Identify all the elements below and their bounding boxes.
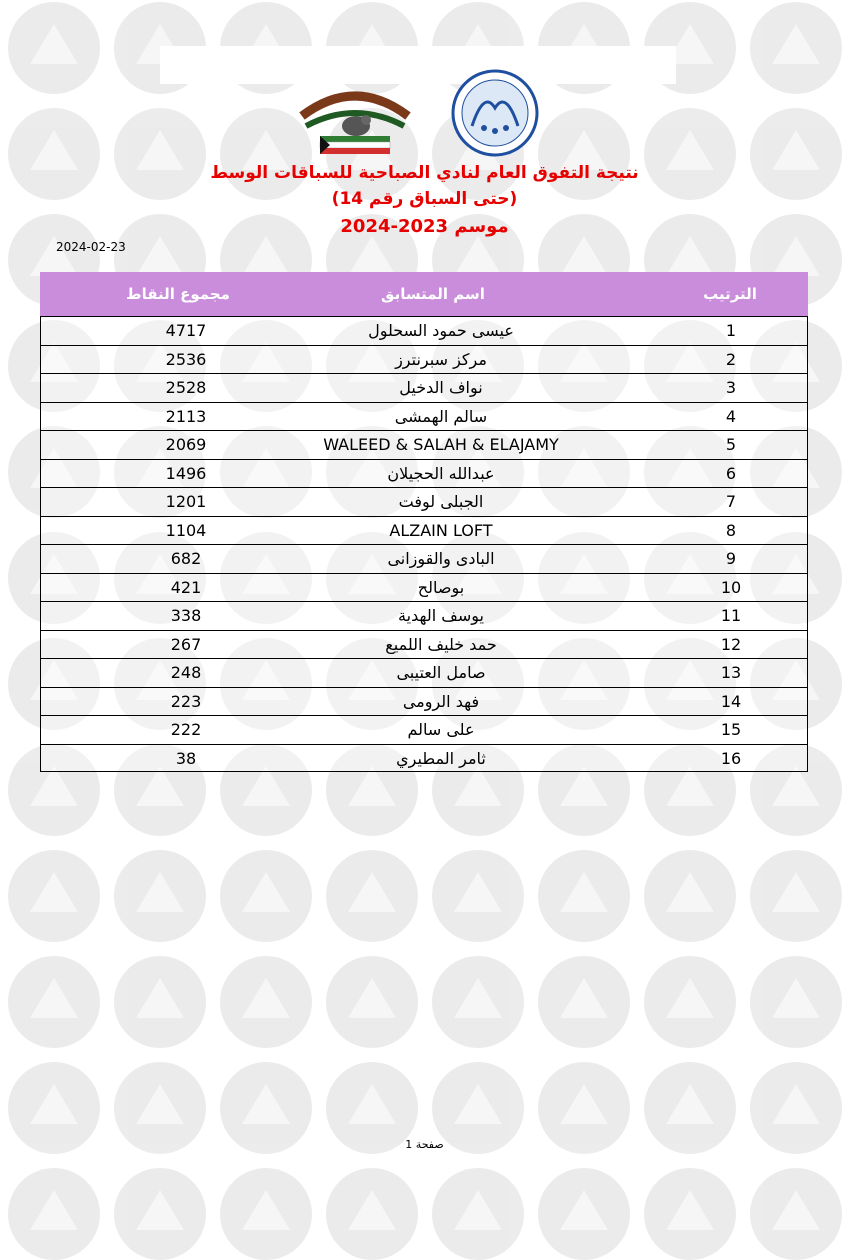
watermark-emblem-icon [326, 956, 418, 1048]
table-row [40, 658, 808, 687]
cell-name: سالم الهمشى [394, 406, 488, 426]
watermark-emblem-icon [538, 850, 630, 942]
cell-rank: 15 [720, 720, 742, 739]
watermark-emblem-icon [538, 956, 630, 1048]
report-title-season: موسم 2023-2024 [340, 216, 509, 237]
cell-rank: 14 [720, 691, 742, 711]
watermark-emblem-icon [538, 1168, 630, 1260]
watermark-emblem-icon [644, 956, 736, 1048]
cell-name: صامل العتيبى [396, 663, 486, 682]
cell-rank: 5 [725, 435, 737, 454]
cell-rank: 3 [725, 378, 737, 397]
cell-name: البادى والقوزانى [387, 549, 495, 568]
cell-rank: 2 [725, 349, 737, 369]
table-row [40, 345, 808, 374]
cell-points: 421 [170, 577, 202, 597]
cell-points: 222 [170, 720, 202, 739]
watermark-emblem-icon [644, 1168, 736, 1260]
cell-rank: 12 [720, 634, 742, 654]
cell-name: فهد الرومى [402, 691, 480, 711]
watermark-emblem-icon [8, 1168, 100, 1260]
watermark-emblem-icon [750, 1168, 842, 1260]
club-logo-icon [292, 76, 418, 160]
cell-rank: 6 [725, 463, 737, 483]
watermark-emblem-icon [750, 108, 842, 200]
header-rank: الترتيب [703, 285, 757, 303]
cell-name: WALEED & SALAH & ELAJAMY [323, 435, 559, 454]
results-table-header [40, 272, 808, 316]
cell-rank: 8 [725, 520, 737, 540]
watermark-emblem-icon [114, 1168, 206, 1260]
cell-name: بوصالح [417, 577, 465, 597]
watermark-emblem-icon [644, 850, 736, 942]
table-row [40, 402, 808, 431]
cell-points: 1201 [165, 492, 207, 511]
watermark-emblem-icon [326, 1168, 418, 1260]
cell-name: ثامر المطيري [396, 748, 486, 768]
cell-name: حمد خليف اللميع [385, 634, 497, 654]
watermark-emblem-icon [8, 956, 100, 1048]
federation-logo-icon [450, 68, 540, 158]
watermark-emblem-icon [432, 1168, 524, 1260]
watermark-emblem-icon [432, 956, 524, 1048]
watermark-emblem-icon [114, 956, 206, 1048]
cell-name: على سالم [407, 720, 475, 739]
cell-rank: 9 [725, 549, 737, 568]
cell-rank: 11 [720, 606, 742, 625]
cell-points: 2113 [165, 406, 207, 426]
table-row [40, 316, 808, 345]
cell-points: 1496 [165, 463, 207, 483]
cell-rank: 13 [720, 663, 742, 682]
cell-points: 2528 [165, 378, 207, 397]
watermark-emblem-icon [220, 1168, 312, 1260]
header-name: اسم المتسابق [381, 285, 485, 303]
cell-points: 267 [170, 634, 202, 654]
cell-points: 338 [170, 606, 202, 625]
watermark-emblem-icon [750, 2, 842, 94]
table-row [40, 573, 808, 602]
table-row [40, 487, 808, 516]
cell-rank: 1 [725, 321, 737, 340]
report-date: 2024-02-23 [56, 240, 126, 254]
table-row [40, 715, 808, 744]
cell-rank: 10 [720, 577, 742, 597]
watermark-emblem-icon [8, 2, 100, 94]
watermark-emblem-icon [326, 850, 418, 942]
table-row [40, 544, 808, 573]
cell-name: عبدالله الحجيلان [387, 463, 495, 483]
cell-rank: 4 [725, 406, 737, 426]
cell-rank: 7 [725, 492, 737, 511]
results-table-body [40, 316, 808, 772]
table-row [40, 516, 808, 545]
table-row [40, 430, 808, 459]
watermark-emblem-icon [538, 108, 630, 200]
cell-name: نواف الدخيل [399, 378, 483, 397]
table-row [40, 744, 808, 773]
cell-name: مركز سبرنترز [395, 349, 487, 369]
report-title-line2: (حتى السباق رقم 14) [331, 189, 518, 209]
watermark-emblem-icon [8, 108, 100, 200]
watermark-emblem-icon [220, 956, 312, 1048]
table-row [40, 373, 808, 402]
cell-points: 38 [175, 748, 197, 768]
table-row [40, 459, 808, 488]
page-number: صفحة 1 [405, 1138, 444, 1151]
watermark-emblem-icon [114, 850, 206, 942]
top-blank-band [160, 46, 676, 84]
table-row [40, 601, 808, 630]
report-title-line1: نتيجة التفوق العام لنادي الصباحية للسباقات الوسط [210, 163, 639, 183]
cell-points: 2536 [165, 349, 207, 369]
cell-rank: 16 [720, 748, 742, 768]
watermark-emblem-icon [644, 108, 736, 200]
header-points: مجموع النقاط [126, 285, 230, 303]
cell-name: الجبلى لوفت [398, 492, 484, 511]
table-row [40, 630, 808, 659]
watermark-emblem-icon [750, 956, 842, 1048]
cell-points: 4717 [165, 321, 207, 340]
cell-name: عيسى حمود السحلول [368, 321, 514, 340]
cell-points: 248 [170, 663, 202, 682]
watermark-emblem-icon [114, 108, 206, 200]
table-row [40, 687, 808, 716]
cell-name: ALZAIN LOFT [389, 520, 493, 540]
cell-points: 2069 [165, 435, 207, 454]
cell-name: يوسف الهدية [398, 606, 484, 625]
cell-points: 223 [170, 691, 202, 711]
watermark-emblem-icon [220, 850, 312, 942]
cell-points: 1104 [165, 520, 207, 540]
watermark-emblem-icon [8, 850, 100, 942]
watermark-emblem-icon [432, 850, 524, 942]
watermark-emblem-icon [750, 850, 842, 942]
cell-points: 682 [170, 549, 202, 568]
